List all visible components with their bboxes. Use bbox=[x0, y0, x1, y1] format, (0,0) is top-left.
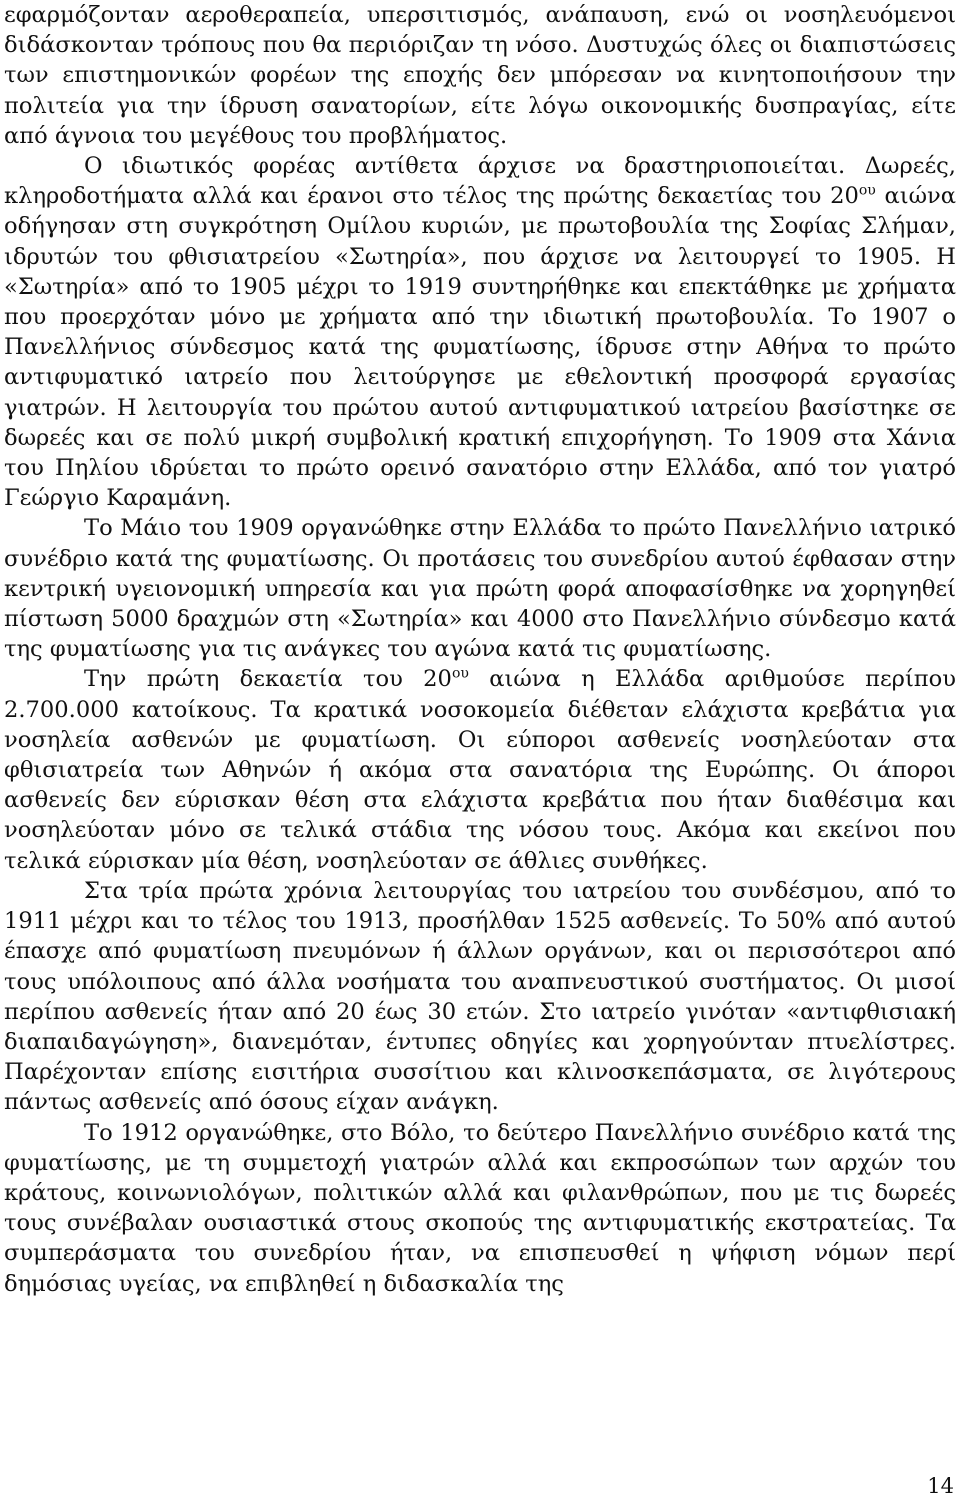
paragraph-text: αιώνα η Ελλάδα αριθμούσε περίπου 2.700.000 κατοίκους. Τα κρατικά νοσοκομεία διέθεταν ελάχιστα κρεβάτια για νοσηλεία ασθενών με φυματίωση. Οι εύποροι ασθενείς νοσηλεύοταν στα φθισιατρεία των Αθηνών ή ακόμα στα σανατόρια της Ευρώπης. Οι άποροι ασθενείς δεν εύρισκαν θέση στα ελάχιστα κρεβάτια που ήταν διαθέσιμα και νοσηλεύοταν μόνο σε τελικά στάδια της νόσου τους. Ακόμα και εκείνοι που τελικά εύρισκαν μία θέση, νοσηλεύοταν σε άθλιες συνθήκες. bbox=[4, 666, 956, 874]
paragraph-text: αιώνα οδήγησαν στη συγκρότηση Ομίλου κυριών, με πρωτοβουλία της Σοφίας Σλήμαν, ιδρυτών του φθισιατρείου «Σωτηρία», που άρχισε να λειτουργεί το 1905. Η «Σωτηρία» από το 1905 μέχρι το 1919 συντηρήθηκε και επεκτάθηκε με χρήματα που προερχόταν μόνο με χρήματα από την ιδιωτική πρωτοβουλία. Το 1907 ο Πανελλήνιος σύνδεσμος κατά της φυματίωσης, ίδρυσε στην Αθήνα το πρώτο αντιφυματικό ιατρείο που λειτούργησε με εθελοντική προσφορά εργασίας γιατρών. Η λειτουργία του πρώτου αυτού αντιφυματικού ιατρείου βασίστηκε σε δωρεές και σε πολύ μικρή συμβολική κρατική επιχορήγηση. Το 1909 στα Χάνια του Πηλίου ιδρύεται το πρώτο ορεινό σανατόριο στην Ελλάδα, από τον γιατρό Γεώργιο Καραμάνη. bbox=[4, 183, 956, 512]
paragraph bbox=[4, 513, 956, 664]
paragraph bbox=[4, 151, 956, 513]
paragraph bbox=[4, 1118, 956, 1299]
paragraph-text: Το 1912 οργανώθηκε, στο Βόλο, το δεύτερο Πανελλήνιο συνέδριο κατά της φυματίωσης, με τη συμμετοχή γιατρών αλλά και εκπροσώπων των αρχών του κράτους, κοινωνιολόγων, πολιτικών αλλά και φιλανθρώπων, που με τις δωρεές τους συνέβαλαν ουσιαστικά στους σκοπούς της αντιφυματικής εκστρατείας. Τα συμπεράσματα του συνεδρίου ήταν, να επισπευσθεί η ψήφιση νόμων περί δημόσιας υγείας, να επιβληθεί η διδασκαλία της bbox=[4, 1119, 956, 1297]
document-page bbox=[4, 0, 956, 1299]
ordinal-superscript: ου bbox=[451, 666, 469, 683]
paragraph-text: Την πρώτη δεκαετία του 20 bbox=[84, 666, 452, 693]
paragraph bbox=[4, 876, 956, 1118]
paragraph-text: Στα τρία πρώτα χρόνια λειτουργίας του ιατρείου του συνδέσμου, από το 1911 μέχρι και το τέλος του 1913, προσήλθαν 1525 ασθενείς. Το 50% από αυτού έπασχε από φυματίωση πνευμόνων ή άλλων οργάνων, και οι περισσότεροι από τους υπόλοιπους από άλλα νοσήματα του αναπνευστικού συστήματος. Οι μισοί περίπου ασθενείς ήταν από 20 έως 30 ετών. Στο ιατρείο γινόταν «αντιφθισιακή διαπαιδαγώγηση», διανεμόταν, έντυπες οδηγίες και χορηγούνταν πτυελίστρες. Παρέχονταν επίσης εισιτήρια συσσίτιου και κλινοσκεπάσματα, σε λιγότερους πάντως ασθενείς από όσους είχαν ανάγκη. bbox=[4, 877, 956, 1116]
paragraph-text: Ο ιδιωτικός φορέας αντίθετα άρχισε να δραστηριοποιείται. Δωρεές, κληροδοτήματα αλλά και έρανοι στο τέλος της πρώτης δεκαετίας του 20 bbox=[4, 153, 956, 210]
ordinal-superscript: ου bbox=[858, 182, 876, 199]
paragraph bbox=[4, 0, 956, 151]
paragraph-text: Το Μάιο του 1909 οργανώθηκε στην Ελλάδα το πρώτο Πανελλήνιο ιατρικό συνέδριο κατά της φυματίωσης. Οι προτάσεις του συνεδρίου αυτού έφθασαν στην κεντρική υγειονομική υπηρεσία και για πρώτη φορά αποφασίσθηκε να χορηγηθεί πίστωση 5000 δραχμών στη «Σωτηρία» και 4000 στο Πανελλήνιο σύνδεσμο κατά της φυματίωσης για τις ανάγκες του αγώνα κατά τις φυματίωσης. bbox=[4, 515, 956, 663]
paragraph bbox=[4, 664, 956, 875]
page-number: 14 bbox=[927, 1474, 954, 1498]
paragraph-text: εφαρμόζονταν αεροθεραπεία, υπερσιτισμός, ανάπαυση, ενώ οι νοσηλευόμενοι διδάσκονταν τρόπους που θα περιόριζαν τη νόσο. Δυστυχώς όλες οι διαπιστώσεις των επιστημονικών φορέων της εποχής δεν μπόρεσαν να κινητοποιήσουν την πολιτεία για την ίδρυση σανατορίων, είτε λόγω οικονομικής δυσπραγίας, είτε από άγνοια του μεγέθους του προβλήματος. bbox=[4, 2, 956, 149]
